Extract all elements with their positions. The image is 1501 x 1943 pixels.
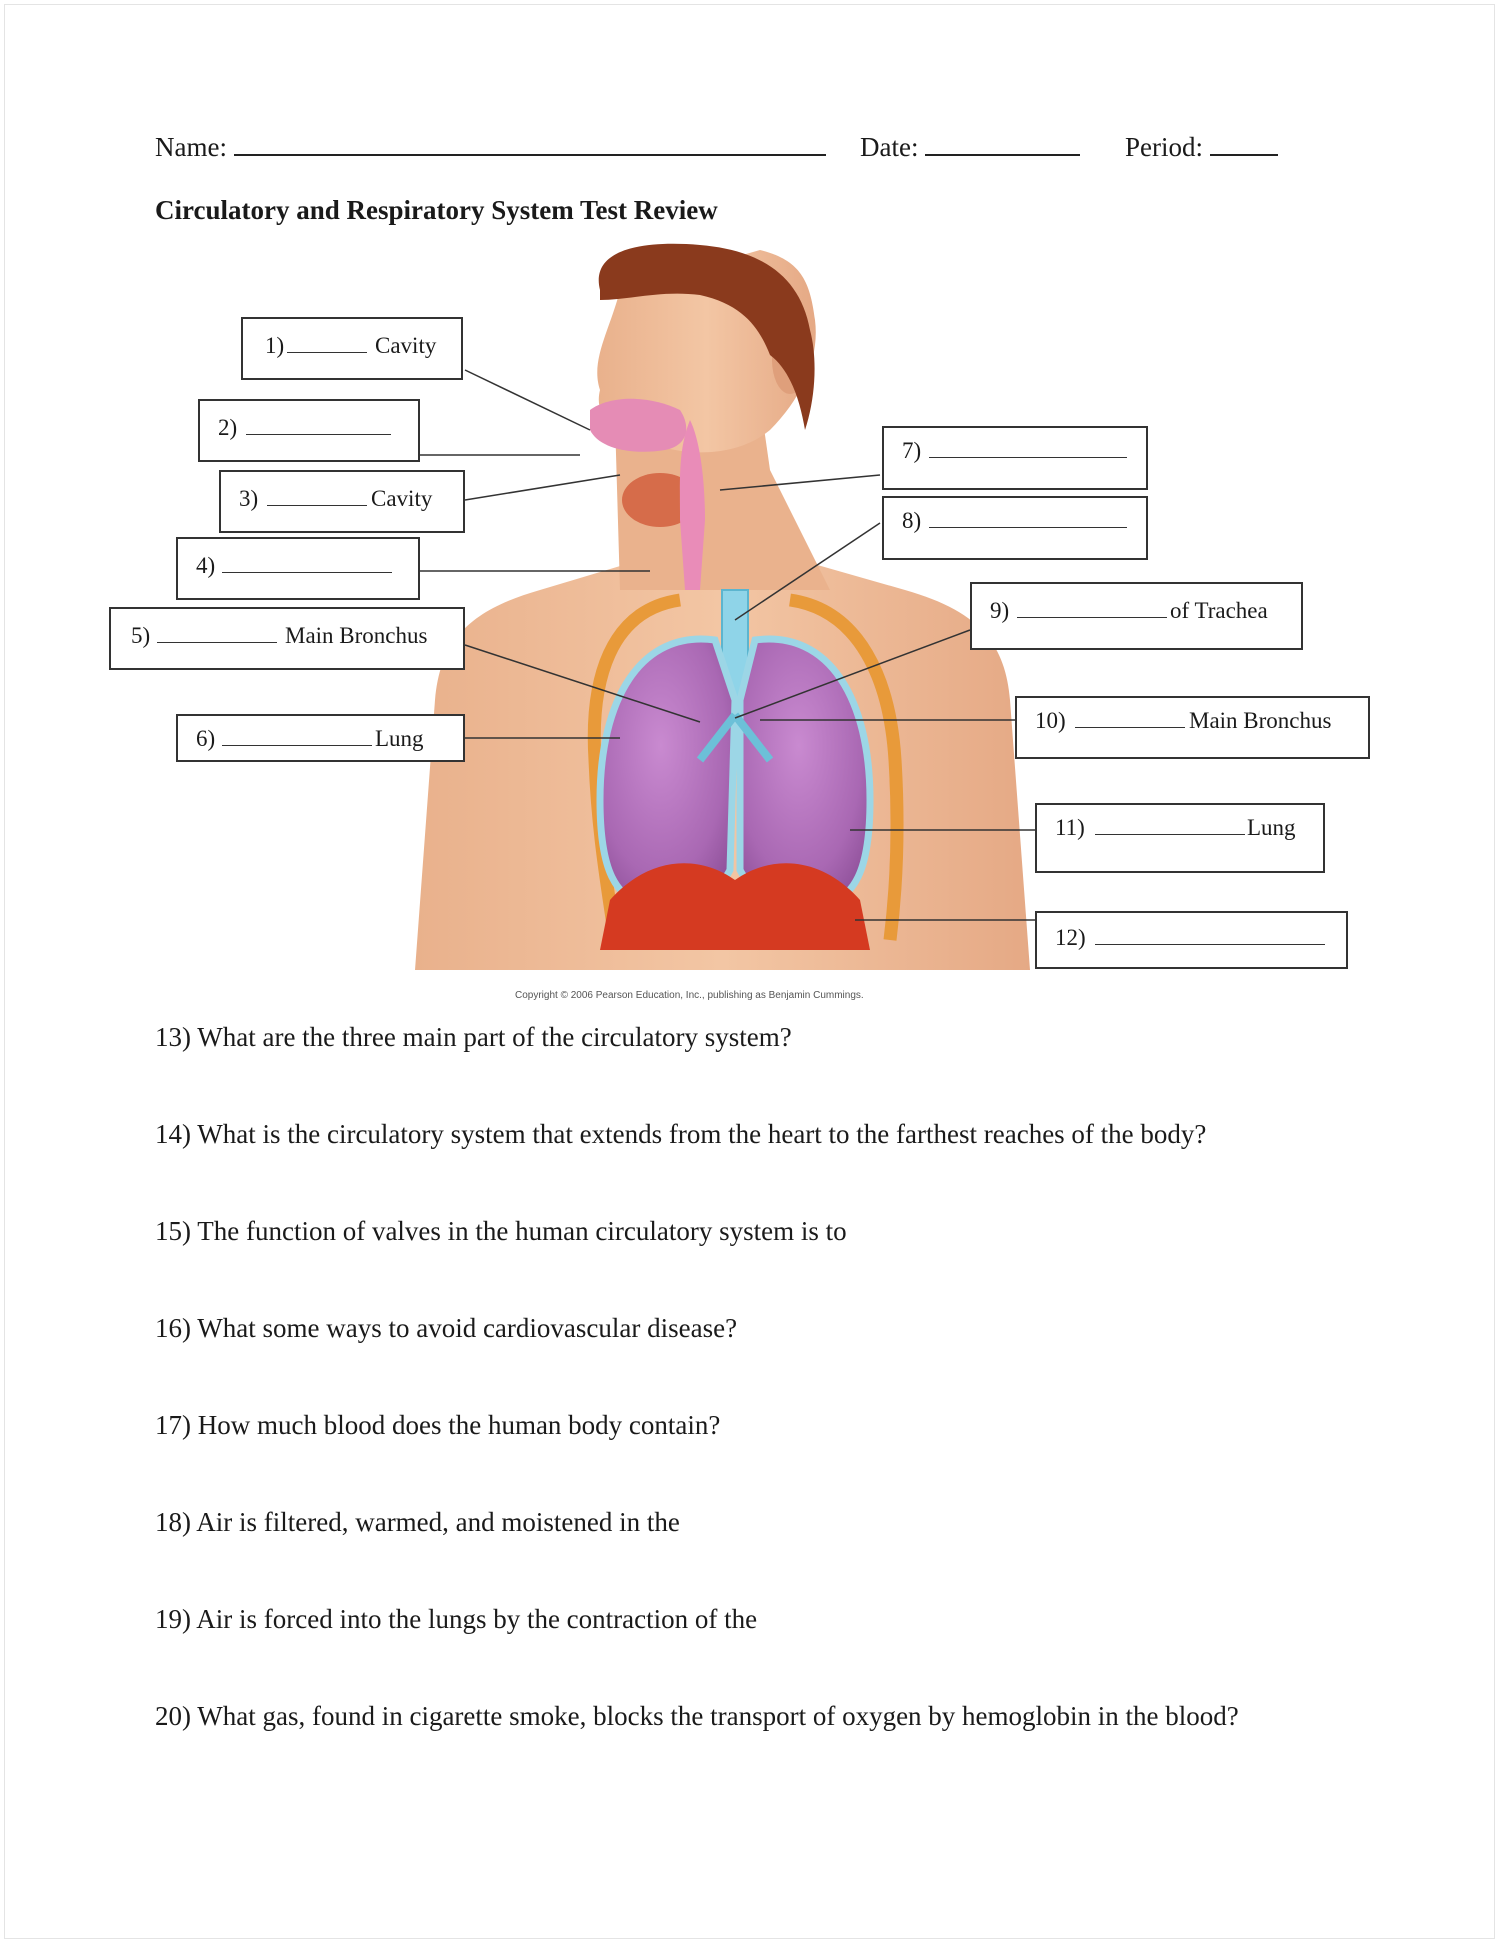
label-box-5[interactable] <box>109 607 465 670</box>
label-number: 5) <box>131 623 151 648</box>
answer-blank[interactable] <box>157 642 277 643</box>
label-number: 9) <box>990 598 1010 623</box>
answer-blank[interactable] <box>267 505 367 506</box>
label-number: 1) <box>265 333 285 358</box>
label-box-9[interactable] <box>970 582 1303 650</box>
label-suffix: of Trachea <box>1170 598 1268 623</box>
label-suffix: Main Bronchus <box>285 623 428 648</box>
question-16: 16) What some ways to avoid cardiovascular disease? <box>155 1313 738 1343</box>
label-number: 2) <box>218 415 238 440</box>
label-number: 10) <box>1035 708 1066 733</box>
question-15: 15) The function of valves in the human circulatory system is to <box>155 1216 847 1246</box>
question-13: 13) What are the three main part of the circulatory system? <box>155 1022 792 1052</box>
label-suffix: Cavity <box>371 486 433 511</box>
label-box-7[interactable] <box>882 426 1148 490</box>
question-17: 17) How much blood does the human body contain? <box>155 1410 721 1440</box>
question-18: 18) Air is filtered, warmed, and moistened in the <box>155 1507 680 1537</box>
label-box-3[interactable] <box>219 470 465 533</box>
nasal-cavity <box>590 399 686 452</box>
answer-blank[interactable] <box>222 572 392 573</box>
label-box-10[interactable] <box>1015 696 1370 759</box>
label-number: 11) <box>1055 815 1085 840</box>
question-19: 19) Air is forced into the lungs by the contraction of the <box>155 1604 758 1634</box>
date-label: Date: <box>860 132 919 162</box>
name-label: Name: <box>155 132 227 162</box>
label-number: 3) <box>239 486 259 511</box>
answer-blank[interactable] <box>1075 727 1185 728</box>
label-number: 4) <box>196 553 216 578</box>
answer-blank[interactable] <box>246 434 391 435</box>
label-box-6[interactable] <box>176 714 465 762</box>
label-box-11[interactable] <box>1035 803 1325 873</box>
worksheet-title: Circulatory and Respiratory System Test Review <box>155 195 718 225</box>
answer-blank[interactable] <box>287 352 367 353</box>
label-box-1[interactable] <box>241 317 463 380</box>
answer-blank[interactable] <box>222 745 372 746</box>
label-suffix: Cavity <box>375 333 437 358</box>
label-suffix: Main Bronchus <box>1189 708 1332 733</box>
answer-blank[interactable] <box>1017 617 1167 618</box>
label-box-4[interactable] <box>176 537 420 600</box>
label-suffix: Lung <box>375 726 424 751</box>
label-suffix: Lung <box>1247 815 1296 840</box>
answer-blank[interactable] <box>1095 944 1325 945</box>
label-box-8[interactable] <box>882 496 1148 560</box>
answer-blank[interactable] <box>929 527 1127 528</box>
label-number: 6) <box>196 726 216 751</box>
answer-blank[interactable] <box>1095 834 1245 835</box>
label-box-12[interactable] <box>1035 911 1348 969</box>
question-20: 20) What gas, found in cigarette smoke, blocks the transport of oxygen by hemoglobin in the blood? <box>155 1701 1239 1731</box>
label-number: 7) <box>902 438 922 463</box>
label-box-2[interactable] <box>198 399 420 462</box>
copyright-notice: Copyright © 2006 Pearson Education, Inc., publishing as Benjamin Cummings. <box>515 990 864 1001</box>
period-label: Period: <box>1125 132 1203 162</box>
label-number: 12) <box>1055 925 1086 950</box>
label-number: 8) <box>902 508 922 533</box>
question-14: 14) What is the circulatory system that extends from the heart to the farthest reaches of the body? <box>155 1119 1207 1149</box>
answer-blank[interactable] <box>929 457 1127 458</box>
